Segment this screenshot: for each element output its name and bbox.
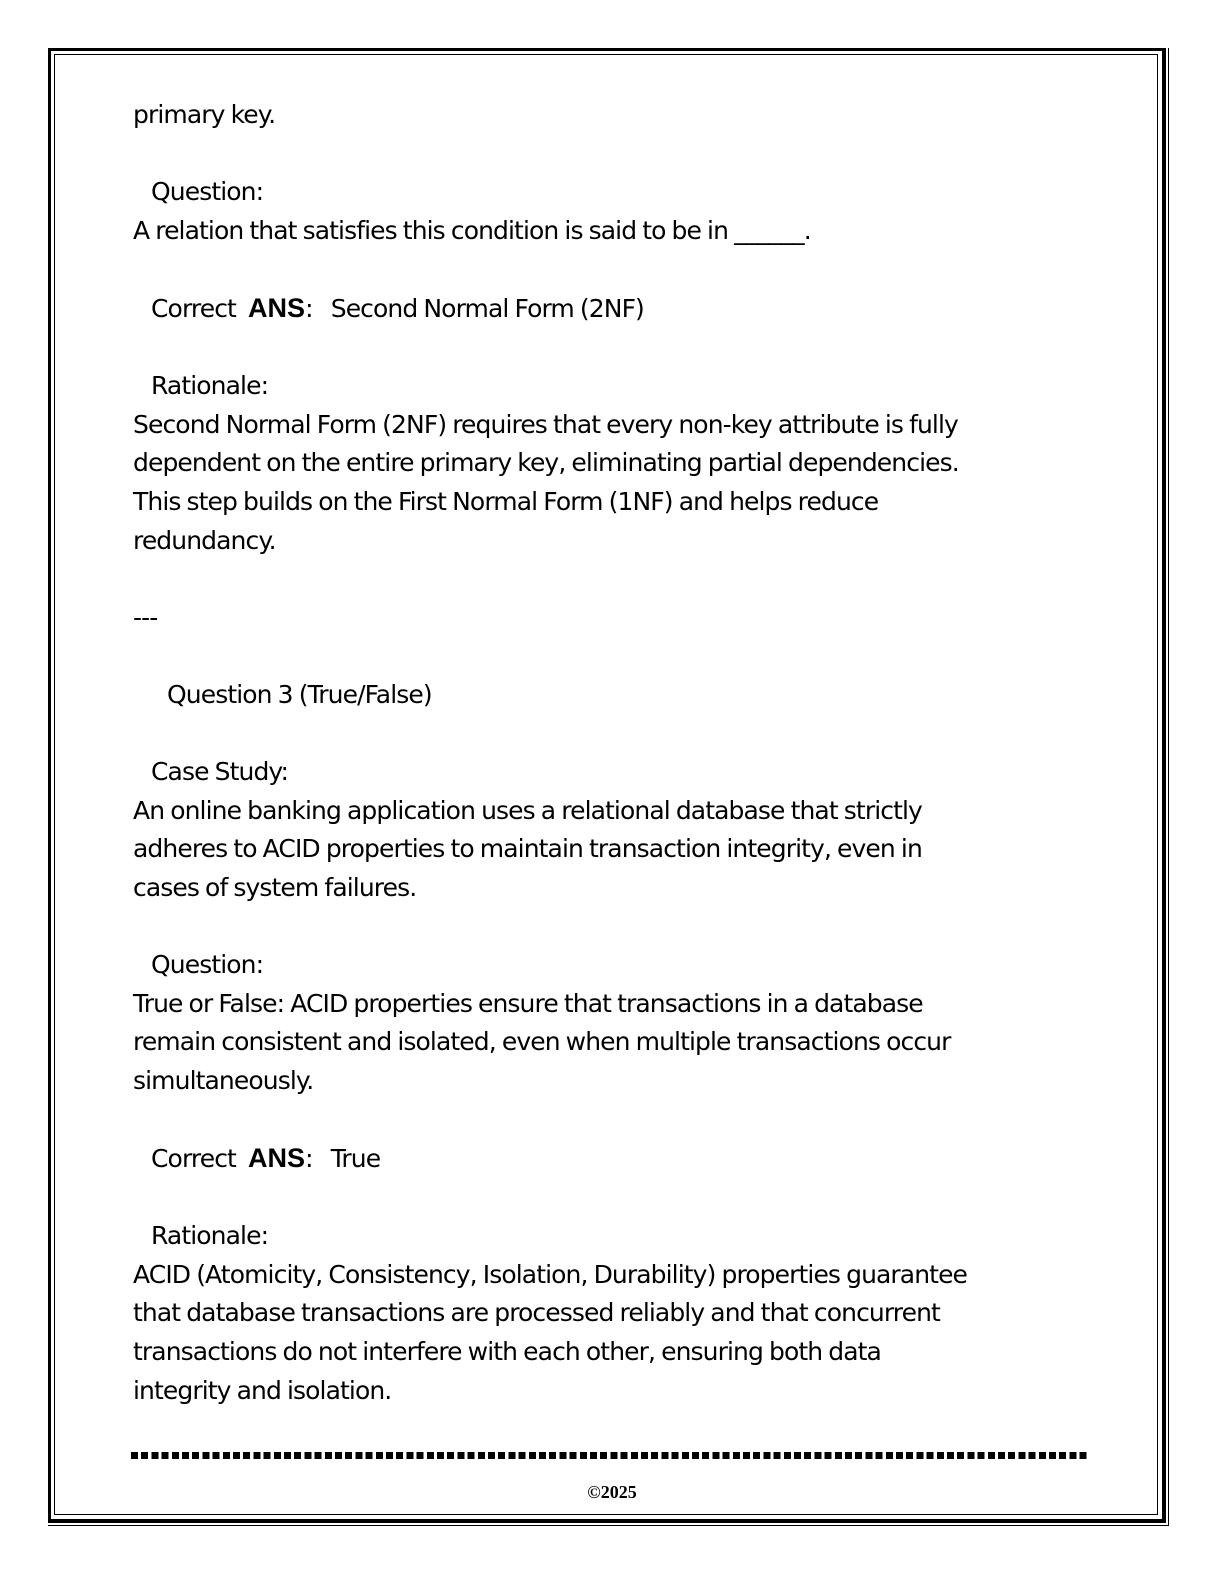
answer-keyword: ANS xyxy=(248,292,306,323)
blank-line xyxy=(133,560,1083,599)
blank-line xyxy=(133,637,1083,676)
continuation-text: primary key. xyxy=(133,100,276,129)
blank-line xyxy=(133,329,1083,368)
q3-rationale-line: transactions do not interfere with each other, ensuring both data xyxy=(133,1337,881,1366)
document-body xyxy=(133,96,1083,1410)
footer-dotted-divider xyxy=(131,1452,1087,1459)
q3-question-line: remain consistent and isolated, even when multiple transactions occur xyxy=(133,1027,951,1057)
q3-question-line: simultaneously. xyxy=(133,1065,314,1095)
q3-rationale-line: that database transactions are processed reliably and that concurrent xyxy=(133,1298,940,1328)
q3-case-study-label: Case Study: xyxy=(151,757,289,787)
q2-rationale-label: Rationale: xyxy=(151,371,269,401)
answer-value: Second Normal Form (2NF) xyxy=(330,293,644,323)
q3-rationale-line: ACID (Atomicity, Consistency, Isolation, Durability) properties guarantee xyxy=(133,1259,968,1289)
q2-question-text: A relation that satisfies this condition is said to be in ______. xyxy=(133,215,811,245)
q2-rationale-line: This step builds on the First Normal Form (1NF) and helps reduce xyxy=(133,486,879,516)
answer-colon: : xyxy=(305,1144,313,1174)
blank-line xyxy=(133,1179,1083,1218)
page-border-bottom-line xyxy=(48,1525,1169,1526)
q3-case-study-line: An online banking application uses a relational database that strictly xyxy=(133,795,922,825)
answer-keyword: ANS xyxy=(248,1143,306,1174)
answer-colon: : xyxy=(305,293,313,323)
q2-correct-answer xyxy=(133,289,1083,329)
footer-copyright: ©2025 xyxy=(587,1482,637,1502)
q3-question-line: True or False: ACID properties ensure that transactions in a database xyxy=(133,988,923,1018)
q2-rationale-line: Second Normal Form (2NF) requires that every non-key attribute is fully xyxy=(133,409,958,439)
blank-line xyxy=(133,907,1083,946)
blank-line xyxy=(133,715,1083,754)
q2-rationale-line: dependent on the entire primary key, eliminating partial dependencies. xyxy=(133,448,959,478)
blank-line xyxy=(133,1100,1083,1139)
answer-value: True xyxy=(330,1144,381,1174)
q3-case-study-line: adheres to ACID properties to maintain transaction integrity, even in xyxy=(133,834,922,864)
q3-heading: Question 3 (True/False) xyxy=(167,679,432,709)
answer-prefix: Correct xyxy=(151,1144,236,1174)
q3-question-label: Question: xyxy=(151,950,264,980)
q3-correct-answer xyxy=(133,1139,1083,1179)
page-border-right-line xyxy=(1168,48,1169,1525)
answer-prefix: Correct xyxy=(151,293,236,323)
q3-case-study-line: cases of system failures. xyxy=(133,872,417,902)
blank-line xyxy=(133,250,1083,289)
section-separator: --- xyxy=(133,602,158,632)
blank-line xyxy=(133,135,1083,174)
q2-question-label: Question: xyxy=(151,177,264,207)
q2-rationale-line: redundancy. xyxy=(133,525,276,555)
q3-rationale-label: Rationale: xyxy=(151,1221,269,1251)
q3-rationale-line: integrity and isolation. xyxy=(133,1375,392,1405)
